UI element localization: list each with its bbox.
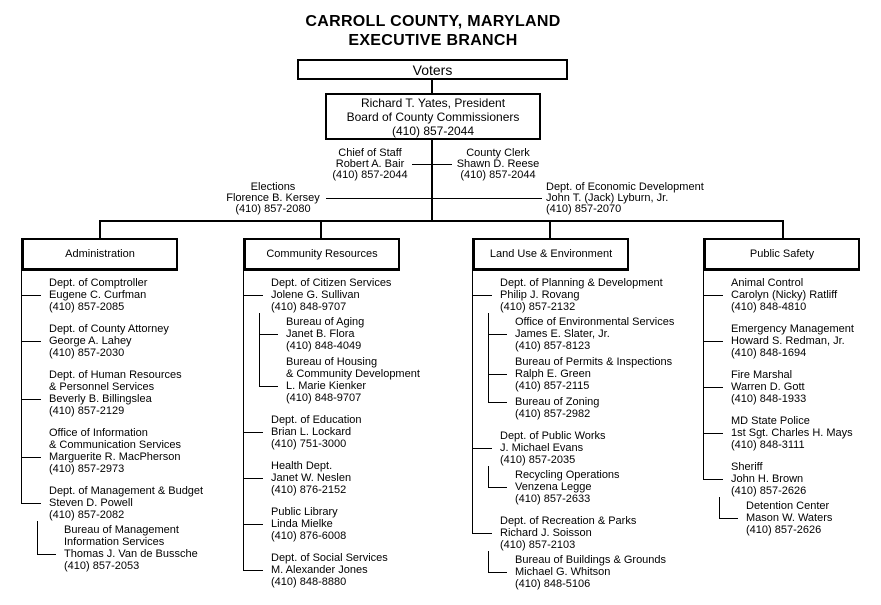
org-entry xyxy=(472,515,690,600)
org-entry-text: Bureau of Buildings & Grounds Michael G. Whitson (410) 848-5106 xyxy=(515,554,667,590)
org-sub-entry xyxy=(259,356,461,404)
org-entry-text: Dept. of Planning & Development Philip J. Rovang (410) 857-2132 xyxy=(500,277,663,313)
org-entry-text: Dept. of Recreation & Parks Richard J. Soisson (410) 857-2103 xyxy=(500,515,637,551)
org-entry-text: Dept. of Comptroller Eugene C. Curfman (410) 857-2085 xyxy=(49,277,148,313)
org-entry-text: Dept. of Social Services M. Alexander Jones (410) 848-8880 xyxy=(271,552,388,588)
org-sub-list xyxy=(259,313,461,404)
division-body xyxy=(472,271,690,600)
county-clerk-phone: (410) 857-2044 xyxy=(460,169,536,181)
president-line1: Richard T. Yates, President xyxy=(360,95,506,110)
org-entry-text: Animal Control Carolyn (Nicky) Ratliff (410) 848-4810 xyxy=(731,277,838,313)
org-entry-text: Office of Environmental Services James E. Slater, Jr. (410) 857-8123 xyxy=(515,316,675,352)
page-title xyxy=(0,12,866,50)
connector-voters-president xyxy=(431,80,433,93)
org-entry xyxy=(703,415,881,461)
chief-of-staff-title: Chief of Staff xyxy=(338,147,402,159)
org-sub-list xyxy=(37,521,239,572)
economic-development-block xyxy=(546,182,716,215)
economic-development-title: Dept. of Economic Development xyxy=(546,181,704,193)
org-sub-list xyxy=(488,313,690,420)
division-header: Land Use & Environment xyxy=(472,238,629,271)
org-entry-text: Bureau of Management Information Services Thomas J. Van de Bussche (410) 857-2053 xyxy=(64,524,198,572)
elections-title: Elections xyxy=(250,181,296,193)
org-entry-text: Fire Marshal Warren D. Gott (410) 848-1933 xyxy=(731,369,807,405)
elections-phone: (410) 857-2080 xyxy=(235,203,311,215)
org-entry-text: Bureau of Zoning (410) 857-2982 xyxy=(515,396,600,420)
org-entry-text: Bureau of Permits & Inspections Ralph E. Green (410) 857-2115 xyxy=(515,356,673,392)
org-sub-list xyxy=(488,466,690,505)
connector-stub-public-safety xyxy=(782,222,784,238)
org-sub-entry xyxy=(488,554,690,590)
page-title-line1: CARROLL COUNTY, MARYLAND xyxy=(305,13,561,30)
org-entry-text: Office of Information & Communication Services Marguerite R. MacPherson (410) 857-2973 xyxy=(49,427,182,475)
connector-elections xyxy=(326,198,431,199)
chief-of-staff-block xyxy=(330,148,410,181)
connector-stub-land-use xyxy=(549,222,551,238)
org-entry-text: Health Dept. Janet W. Neslen (410) 876-2152 xyxy=(271,460,352,496)
org-sub-entry xyxy=(719,500,881,536)
org-entry xyxy=(243,414,461,460)
org-entry-text: Sheriff John H. Brown (410) 857-2626 xyxy=(731,461,807,497)
org-entry xyxy=(243,277,461,414)
county-clerk-name: Shawn D. Reese xyxy=(456,158,540,170)
division-public-safety xyxy=(703,238,881,546)
connector-economic-development xyxy=(433,198,542,199)
division-community-resources xyxy=(243,238,461,598)
division-body xyxy=(243,271,461,598)
org-sub-entry xyxy=(488,316,690,356)
org-entry-text: Dept. of County Attorney George A. Lahey (410) 857-2030 xyxy=(49,323,169,359)
chief-of-staff-name: Robert A. Bair xyxy=(335,158,405,170)
org-sub-entry xyxy=(37,524,239,572)
chief-of-staff-phone: (410) 857-2044 xyxy=(332,169,408,181)
economic-development-name: John T. (Jack) Lyburn, Jr. xyxy=(546,192,669,204)
org-sub-entry xyxy=(259,316,461,356)
org-entry-text: Dept. of Education Brian L. Lockard (410) 751-3000 xyxy=(271,414,362,450)
org-sub-entry xyxy=(488,356,690,396)
org-entry xyxy=(703,277,881,323)
org-entry xyxy=(21,485,239,582)
org-sub-entry xyxy=(488,396,690,420)
division-header: Community Resources xyxy=(243,238,400,271)
county-clerk-title: County Clerk xyxy=(466,147,530,159)
org-sub-list xyxy=(719,497,881,536)
president-line3: (410) 857-2044 xyxy=(391,123,475,138)
org-entry-text: MD State Police 1st Sgt. Charles H. Mays (410) 848-3111 xyxy=(731,415,853,451)
org-sub-list xyxy=(488,551,690,590)
org-entry xyxy=(21,427,239,485)
page-title-line2: EXECUTIVE BRANCH xyxy=(348,32,518,49)
org-sub-entry xyxy=(488,469,690,505)
org-entry-text: Public Library Linda Mielke (410) 876-6008 xyxy=(271,506,347,542)
connector-county-clerk xyxy=(433,164,452,165)
voters-box xyxy=(297,59,568,80)
org-entry-text: Dept. of Citizen Services Jolene G. Sullivan (410) 848-9707 xyxy=(271,277,392,313)
org-entry-text: Bureau of Housing & Community Development L. Marie Kienker (410) 848-9707 xyxy=(286,356,420,404)
connector-stub-administration xyxy=(99,222,101,238)
org-entry-text: Dept. of Public Works J. Michael Evans (410) 857-2035 xyxy=(500,430,606,466)
division-land-use-environment xyxy=(472,238,690,600)
org-entry-text: Dept. of Human Resources & Personnel Services Beverly B. Billingslea (410) 857-2129 xyxy=(49,369,182,417)
connector-chief-of-staff xyxy=(412,164,431,165)
org-entry xyxy=(243,506,461,552)
org-entry xyxy=(703,369,881,415)
org-entry xyxy=(472,277,690,430)
county-clerk-block xyxy=(452,148,544,181)
org-entry xyxy=(21,277,239,323)
org-entry xyxy=(21,323,239,369)
division-administration xyxy=(21,238,239,582)
elections-name: Florence B. Kersey xyxy=(226,192,320,204)
division-body xyxy=(21,271,239,582)
org-entry xyxy=(243,552,461,598)
org-entry-text: Recycling Operations Venzena Legge (410) 857-2633 xyxy=(515,469,620,505)
org-entry xyxy=(472,430,690,515)
voters-label: Voters xyxy=(412,61,453,78)
division-header: Public Safety xyxy=(703,238,860,271)
elections-block xyxy=(223,182,323,215)
org-entry-text: Bureau of Aging Janet B. Flora (410) 848-4049 xyxy=(286,316,365,352)
economic-development-phone: (410) 857-2070 xyxy=(546,203,622,215)
connector-president-trunk xyxy=(431,140,433,222)
president-box xyxy=(325,93,541,140)
org-entry xyxy=(21,369,239,427)
connector-main-horizontal xyxy=(99,220,784,222)
org-entry xyxy=(243,460,461,506)
president-line2: Board of County Commissioners xyxy=(346,109,520,124)
division-body xyxy=(703,271,881,546)
org-entry xyxy=(703,461,881,546)
org-entry xyxy=(703,323,881,369)
division-header: Administration xyxy=(21,238,178,271)
org-entry-text: Detention Center Mason W. Waters (410) 857-2626 xyxy=(746,500,833,536)
connector-stub-community-resources xyxy=(320,222,322,238)
org-entry-text: Emergency Management Howard S. Redman, Jr. (410) 848-1694 xyxy=(731,323,854,359)
org-entry-text: Dept. of Management & Budget Steven D. Powell (410) 857-2082 xyxy=(49,485,204,521)
